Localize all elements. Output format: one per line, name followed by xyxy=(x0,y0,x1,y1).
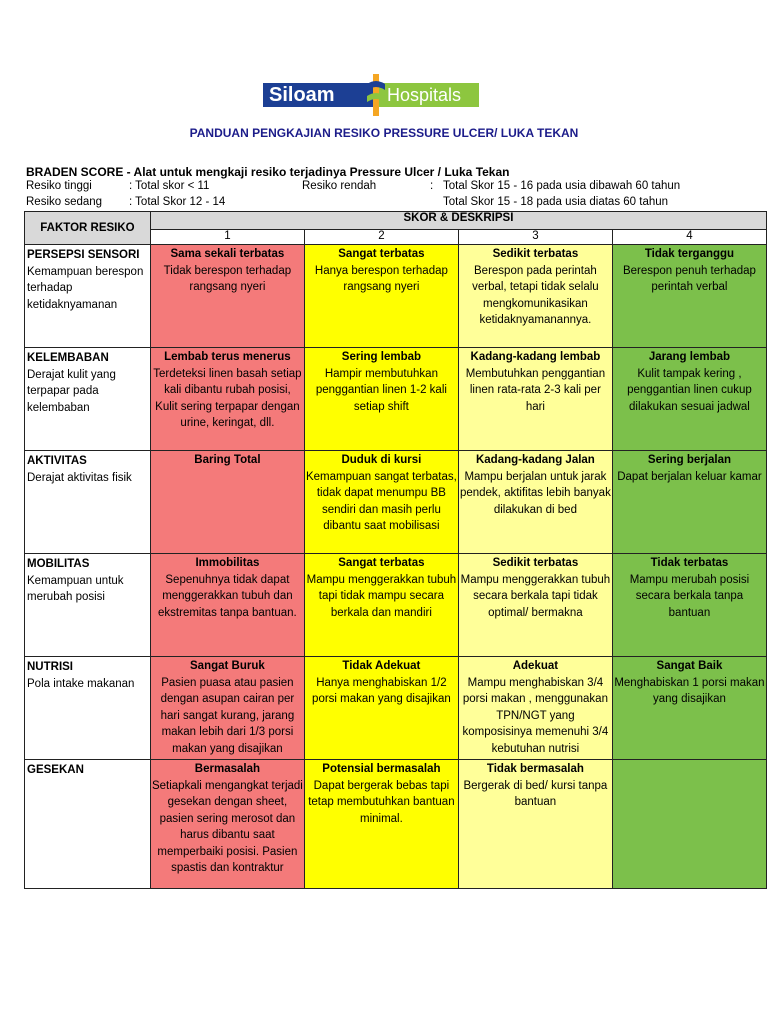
score-header-1: 1 xyxy=(150,230,304,245)
score-title: Sedikit terbatas xyxy=(492,557,579,569)
table-row xyxy=(25,760,767,889)
score-desc: Hampir membutuhkan penggantian linen 1-2 kali setiap shift xyxy=(315,367,447,413)
faktor-desc: Derajat aktivitas fisik xyxy=(27,471,132,484)
score-cell-1 xyxy=(150,348,304,451)
score-cell-4 xyxy=(612,657,766,760)
resiko-rendah-value-2: Total Skor 15 - 18 pada usia diatas 60 tahun xyxy=(443,196,669,208)
score-desc: Mampu merubah posisi secara berkala tanpa bantuan xyxy=(629,573,750,619)
logo-emblem-icon xyxy=(364,74,388,116)
braden-score-table xyxy=(24,211,767,889)
score-header-2: 2 xyxy=(304,230,458,245)
resiko-rendah-colon: : xyxy=(430,180,434,192)
table-row xyxy=(25,451,767,554)
faktor-title: KELEMBABAN xyxy=(27,352,109,364)
score-desc: Mampu menggerakkan tubuh secara berkala tapi tidak optimal/ bermakna xyxy=(460,573,611,619)
score-title: Sangat terbatas xyxy=(338,557,425,569)
score-desc: Berespon pada perintah verbal, tetapi tidak selalu mengkomunikasikan ketidaknyamanannya. xyxy=(472,264,599,326)
braden-score-heading: BRADEN SCORE - Alat untuk mengkaji resiko terjadinya Pressure Ulcer / Luka Tekan xyxy=(26,165,510,179)
logo-right-text: Hospitals xyxy=(379,83,479,107)
score-desc: Hanya menghabiskan 1/2 porsi makan yang disajikan xyxy=(312,676,451,705)
score-desc: Mampu menghabiskan 3/4 porsi makan , menggunakan TPN/NGT yang komposisinya memenuhi 3/4 kebutuhan nutrisi xyxy=(462,676,609,755)
score-desc: Mampu berjalan untuk jarak pendek, aktifitas lebih banyak dilakukan di bed xyxy=(459,470,611,516)
score-cell-1 xyxy=(150,760,304,889)
score-desc: Hanya berespon terhadap rangsang nyeri xyxy=(314,264,448,293)
score-cell-4 xyxy=(612,554,766,657)
score-cell-2 xyxy=(304,760,458,889)
score-cell-3 xyxy=(458,554,612,657)
score-desc: Menghabiskan 1 porsi makan yang disajikan xyxy=(614,676,765,705)
score-title: Sering berjalan xyxy=(647,454,731,466)
score-cell-4 xyxy=(612,451,766,554)
resiko-rendah-value-1: Total Skor 15 - 16 pada usia dibawah 60 tahun xyxy=(443,180,681,192)
score-title: Sama sekali terbatas xyxy=(170,248,285,260)
resiko-sedang-label: Resiko sedang xyxy=(26,196,103,208)
score-title: Baring Total xyxy=(194,454,261,466)
score-desc: Kulit tampak kering , penggantian linen cukup dilakukan sesuai jadwal xyxy=(627,367,752,413)
score-title: Sangat Baik xyxy=(656,660,723,672)
faktor-resiko-header: FAKTOR RESIKO xyxy=(25,212,151,245)
faktor-cell xyxy=(25,451,151,554)
score-cell-3 xyxy=(458,760,612,889)
score-cell-4 xyxy=(612,348,766,451)
score-title: Lembab terus menerus xyxy=(164,351,291,363)
score-desc: Dapat bergerak bebas tapi tetap membutuhkan bantuan minimal. xyxy=(308,779,455,825)
table-row xyxy=(25,657,767,760)
score-title: Tidak terganggu xyxy=(644,248,735,260)
score-desc: Membutuhkan penggantian linen rata-rata 2-3 kali per hari xyxy=(465,367,606,413)
score-desc: Bergerak di bed/ kursi tanpa bantuan xyxy=(463,779,608,808)
score-title: Kadang-kadang Jalan xyxy=(475,454,595,466)
faktor-desc: Pola intake makanan xyxy=(27,677,135,690)
score-title: Immobilitas xyxy=(195,557,260,569)
resiko-tinggi-value: : Total skor < 11 xyxy=(129,180,210,192)
page-title: PANDUAN PENGKAJIAN RESIKO PRESSURE ULCER/ LUKA TEKAN xyxy=(189,126,579,140)
score-desc: Setiapkali mengangkat terjadi gesekan dengan sheet, pasien sering merosot dan harus dibantu saat memperbaiki posisi. Pasien spastis dan kontraktur xyxy=(151,779,303,874)
table-row xyxy=(25,554,767,657)
score-cell-3 xyxy=(458,245,612,348)
score-title: Sangat terbatas xyxy=(338,248,425,260)
table-row xyxy=(25,245,767,348)
score-cell-2 xyxy=(304,554,458,657)
score-cell-3 xyxy=(458,657,612,760)
resiko-sedang-value: : Total Skor 12 - 14 xyxy=(129,196,226,208)
score-title: Jarang lembab xyxy=(648,351,731,363)
score-title: Sering lembab xyxy=(341,351,422,363)
faktor-title: AKTIVITAS xyxy=(27,455,87,467)
faktor-title: GESEKAN xyxy=(27,764,84,776)
score-title: Duduk di kursi xyxy=(341,454,422,466)
faktor-title: NUTRISI xyxy=(27,661,73,673)
score-title: Tidak terbatas xyxy=(650,557,729,569)
score-cell-2 xyxy=(304,657,458,760)
score-cell-1 xyxy=(150,554,304,657)
score-cell-2 xyxy=(304,451,458,554)
score-cell-2 xyxy=(304,245,458,348)
faktor-title: MOBILITAS xyxy=(27,558,90,570)
score-cell-3 xyxy=(458,451,612,554)
score-title: Sangat Buruk xyxy=(190,660,265,672)
faktor-title: PERSEPSI SENSORI xyxy=(27,249,140,261)
score-desc: Mampu menggerakkan tubuh tapi tidak mampu secara berkala dan mandiri xyxy=(306,573,457,619)
faktor-cell xyxy=(25,348,151,451)
score-desc: Terdeteksi linen basah setiap kali dibantu rubah posisi, Kulit sering terpapar dengan urine, keringat, dll. xyxy=(153,367,302,429)
score-title: Sedikit terbatas xyxy=(492,248,579,260)
score-header-3: 3 xyxy=(458,230,612,245)
faktor-cell xyxy=(25,245,151,348)
table-row xyxy=(25,348,767,451)
logo-left-text: Siloam xyxy=(263,83,383,107)
skor-deskripsi-header: SKOR & DESKRIPSI xyxy=(150,212,766,230)
score-cell-1 xyxy=(150,657,304,760)
score-cell-1 xyxy=(150,451,304,554)
score-desc: Berespon penuh terhadap perintah verbal xyxy=(622,264,756,293)
score-desc: Tidak berespon terhadap rangsang nyeri xyxy=(163,264,292,293)
score-cell-clip xyxy=(152,761,303,887)
resiko-rendah-label: Resiko rendah xyxy=(302,180,377,192)
score-title: Kadang-kadang lembab xyxy=(470,351,601,363)
score-cell-2 xyxy=(304,348,458,451)
score-desc: Dapat berjalan keluar kamar xyxy=(617,470,762,483)
score-title: Adekuat xyxy=(512,660,559,672)
faktor-desc: Derajat kulit yang terpapar pada kelembaban xyxy=(27,368,116,414)
score-title: Bermasalah xyxy=(194,763,261,775)
score-cell-4 xyxy=(612,245,766,348)
faktor-cell xyxy=(25,657,151,760)
score-cell-1 xyxy=(150,245,304,348)
score-desc: Pasien puasa atau pasien dengan asupan cairan per hari sangat kurang, jarang makan lebih dari 1/3 porsi makan yang disajikan xyxy=(160,676,295,755)
score-title: Potensial bermasalah xyxy=(322,763,441,775)
resiko-tinggi-label: Resiko tinggi xyxy=(26,180,92,192)
score-desc: Kemampuan sangat terbatas, tidak dapat menumpu BB sendiri dan masih perlu dibantu saat mobilisasi xyxy=(305,470,457,532)
score-desc: Sepenuhnya tidak dapat menggerakkan tubuh dan ekstremitas tanpa bantuan. xyxy=(158,573,297,619)
score-title: Tidak bermasalah xyxy=(486,763,584,775)
score-header-4: 4 xyxy=(612,230,766,245)
score-cell-4 xyxy=(612,760,766,889)
faktor-desc: Kemampuan untuk merubah posisi xyxy=(27,574,124,603)
faktor-cell xyxy=(25,760,151,889)
score-cell-3 xyxy=(458,348,612,451)
faktor-cell xyxy=(25,554,151,657)
score-title: Tidak Adekuat xyxy=(342,660,421,672)
faktor-desc: Kemampuan berespon terhadap ketidaknyamanan xyxy=(27,265,144,311)
siloam-logo xyxy=(263,80,479,110)
